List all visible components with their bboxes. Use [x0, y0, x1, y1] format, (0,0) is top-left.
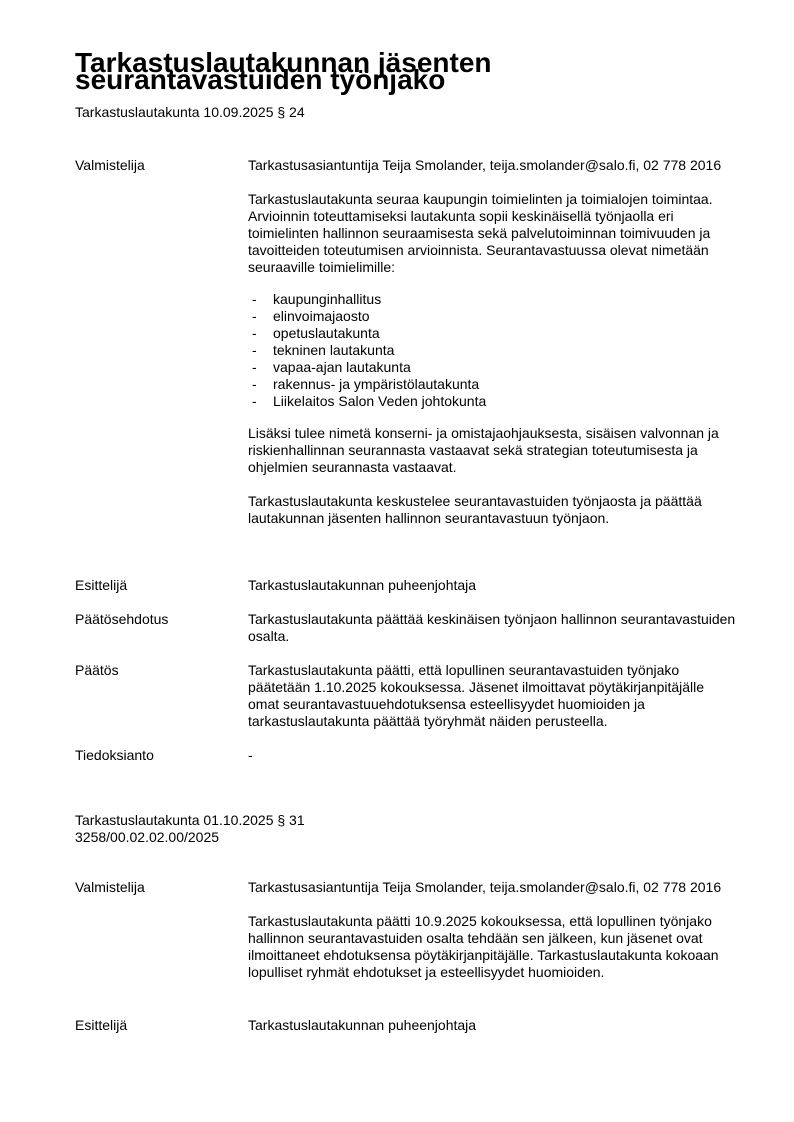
- valmistelija-label: Valmistelija: [75, 157, 145, 173]
- esittelija-label: Esittelijä: [75, 577, 128, 593]
- paatos-value: Tarkastuslautakunta päätti, että lopullinen seurantavastuiden työnjako päätetään 1.10.2025 kokouksessa. Jäsenet ilmoittavat pöytäkirjanpitäjälle omat seurantavastuuehdotuksensa esteellisyydet huomioiden ja tarkastuslautakunta päättää työryhmät näiden perusteella.: [248, 662, 705, 729]
- dash-bullet-icon: -: [252, 359, 257, 375]
- dash-bullet-icon: -: [252, 376, 257, 392]
- valmistelija-value: Tarkastusasiantuntija Teija Smolander, teija.smolander@salo.fi, 02 778 2016: [248, 157, 722, 173]
- list-item-text: tekninen lautakunta: [273, 342, 395, 358]
- dash-bullet-icon: -: [252, 325, 257, 341]
- esittelija-value: Tarkastuslautakunnan puheenjohtaja: [248, 1017, 477, 1033]
- list-item-text: rakennus- ja ympäristölautakunta: [273, 376, 480, 392]
- paatosehdotus-label: Päätösehdotus: [75, 611, 169, 627]
- list-item-text: kaupunginhallitus: [273, 291, 382, 307]
- list-item: [248, 359, 737, 376]
- list-item-text: Liikelaitos Salon Veden johtokunta: [273, 393, 487, 409]
- esittelija-row: [75, 577, 737, 594]
- section1-heading: Tarkastuslautakunta 10.09.2025 § 24: [75, 104, 305, 120]
- esittelija-value: Tarkastuslautakunnan puheenjohtaja: [248, 577, 477, 593]
- responsibility-bullet-list: [248, 291, 737, 410]
- valmistelija-value: Tarkastusasiantuntija Teija Smolander, teija.smolander@salo.fi, 02 778 2016: [248, 879, 722, 895]
- valmistelija-label: Valmistelija: [75, 879, 145, 895]
- intro-paragraph: Tarkastuslautakunta seuraa kaupungin toimielinten ja toimialojen toimintaa. Arvioinnin toteuttamiseksi lautakunta sopii keskinäisellä työnjaolla eri toimielinten hallinnon seuraamisesta sekä palvelutoiminnan toimivuuden ja tavoitteiden toteutumisen arvioinnista. Seurantavastuussa olevat nimetään seuraaville toimielimille:: [248, 191, 713, 275]
- paatosehdotus-value: Tarkastuslautakunta päättää keskinäisen työnjaon hallinnon seurantavastuiden osalta.: [248, 611, 736, 644]
- discussion-paragraph: Tarkastuslautakunta keskustelee seurantavastuiden työnjaosta ja päättää lautakunnan jäsenten hallinnon seurantavastuun työnjaon.: [248, 493, 702, 526]
- list-item: [248, 291, 737, 308]
- tiedoksianto-row: [75, 747, 737, 764]
- page-title: Tarkastuslautakunnan jäsenten seurantavastuiden työnjako: [75, 47, 492, 95]
- section2-case-number: 3258/00.02.02.00/2025: [75, 829, 220, 845]
- list-item: [248, 325, 737, 342]
- tiedoksianto-label: Tiedoksianto: [75, 747, 154, 763]
- section2-heading-line1: Tarkastuslautakunta 01.10.2025 § 31: [75, 812, 305, 828]
- valmistelija-row: [75, 157, 737, 174]
- list-item-text: vapaa-ajan lautakunta: [273, 359, 411, 375]
- section2-paragraph: Tarkastuslautakunta päätti 10.9.2025 kokouksessa, että lopullinen työnjako hallinnon seurantavastuiden osalta tehdään sen jälkeen, kun jäsenet ovat ilmoittaneet ehdotuksensa pöytäkirjanpitäjälle. Tarkastuslautakunta kokoaan lopulliset ryhmät ehdotukset ja esteellisyydet huomioiden.: [248, 913, 719, 980]
- dash-bullet-icon: -: [252, 291, 257, 307]
- paatos-row: [75, 662, 737, 730]
- list-item: [248, 376, 737, 393]
- paatos-label: Päätös: [75, 662, 119, 678]
- valmistelija-row: [75, 879, 737, 896]
- additional-paragraph: Lisäksi tulee nimetä konserni- ja omistajaohjauksesta, sisäisen valvonnan ja riskienhallinnan seurannasta vastaavat sekä strategian toteutumisesta ja ohjelmien seurannasta vastaavat.: [248, 425, 719, 475]
- tiedoksianto-value: -: [248, 747, 253, 763]
- list-item: [248, 308, 737, 325]
- list-item-text: elinvoimajaosto: [273, 308, 370, 324]
- esittelija-label: Esittelijä: [75, 1017, 128, 1033]
- dash-bullet-icon: -: [252, 393, 257, 409]
- list-item-text: opetuslautakunta: [273, 325, 380, 341]
- dash-bullet-icon: -: [252, 308, 257, 324]
- list-item: [248, 342, 737, 359]
- list-item: [248, 393, 737, 410]
- esittelija-row: [75, 1017, 737, 1034]
- paatosehdotus-row: [75, 611, 737, 645]
- dash-bullet-icon: -: [252, 342, 257, 358]
